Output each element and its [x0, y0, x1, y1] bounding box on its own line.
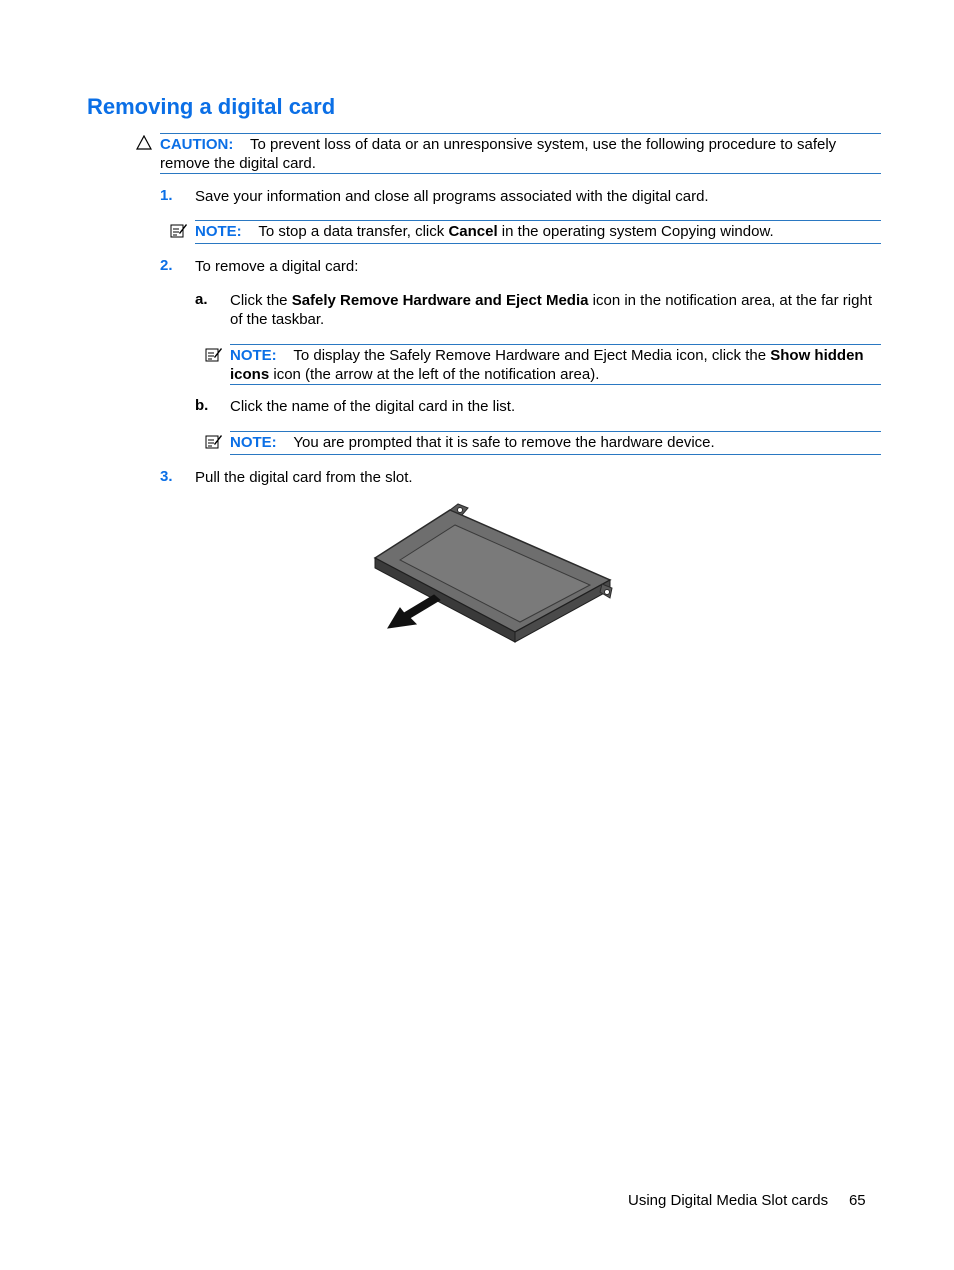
step-text: Pull the digital card from the slot.	[195, 469, 413, 486]
note-box	[230, 344, 881, 385]
substep-letter: a.	[195, 291, 208, 308]
note-text: To display the Safely Remove Hardware and Eject Media icon, click the	[293, 347, 771, 364]
note-pencil-icon	[205, 433, 223, 454]
step-text: To remove a digital card:	[195, 258, 359, 275]
caution-text: To prevent loss of data or an unresponsive system, use the following procedure to safely remove the digital card.	[160, 136, 837, 172]
note-text: icon (the arrow at the left of the notification area).	[269, 366, 600, 383]
note-bold-text: Cancel	[448, 223, 498, 240]
digital-card-illustration	[370, 500, 620, 650]
caution-label: CAUTION:	[160, 136, 234, 153]
caution-triangle-icon	[136, 135, 152, 154]
substep-bold-text: Safely Remove Hardware and Eject Media	[291, 292, 589, 309]
page-number: 65	[848, 1192, 866, 1209]
page-footer	[628, 1192, 866, 1209]
page-title: Removing a digital card	[87, 94, 336, 119]
substep-letter: b.	[195, 397, 209, 414]
note-box	[230, 431, 881, 455]
note-text: You are prompted that it is safe to remove the hardware device.	[293, 434, 715, 451]
note-label: NOTE:	[195, 223, 242, 240]
note-label: NOTE:	[230, 434, 277, 451]
caution-box	[160, 133, 881, 174]
note-pencil-icon	[205, 346, 223, 367]
substep-text-part: Click the	[230, 292, 292, 309]
step-number: 1.	[160, 187, 173, 204]
substep-text: Click the name of the digital card in the list.	[230, 398, 516, 415]
step-number: 3.	[160, 468, 173, 485]
note-bold-text: Show hidden icons	[230, 347, 864, 383]
step-number: 2.	[160, 257, 173, 274]
step-text: Save your information and close all programs associated with the digital card.	[195, 188, 709, 205]
footer-section-title: Using Digital Media Slot cards	[628, 1192, 829, 1209]
note-text: To stop a data transfer, click	[258, 223, 449, 240]
note-pencil-icon	[170, 222, 188, 243]
note-label: NOTE:	[230, 347, 277, 364]
note-text: in the operating system Copying window.	[497, 223, 774, 240]
substep-text	[230, 291, 882, 329]
note-box	[195, 220, 881, 244]
substep-text-part: icon in the notification area, at the far right of the taskbar.	[230, 292, 872, 328]
